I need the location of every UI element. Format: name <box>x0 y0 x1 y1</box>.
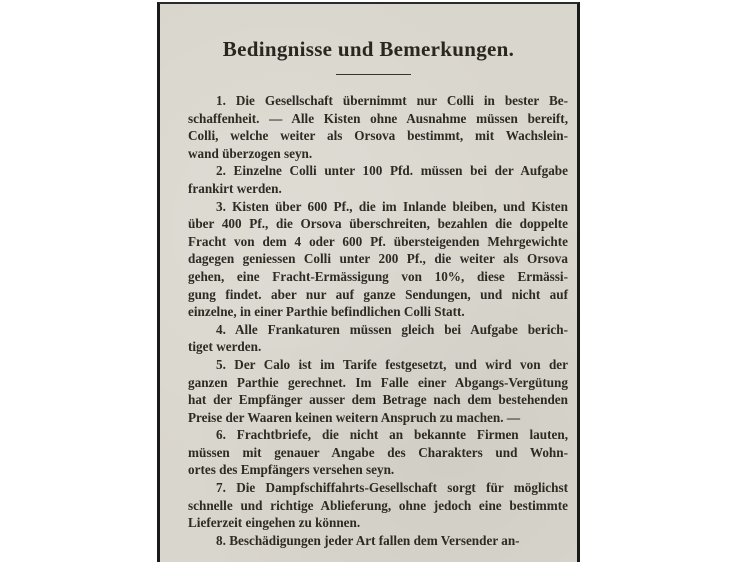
text-line: wand überzogen seyn. <box>188 145 313 161</box>
paragraph-4 <box>188 321 568 356</box>
text-line: dagegen geniessen Colli unter 200 Pf., die weiter als Orsova <box>188 251 568 267</box>
title-divider <box>336 74 411 75</box>
paragraph-5 <box>188 356 568 426</box>
text-line: 7. Die Dampfschiffahrts-Gesellschaft sorgt für möglichst <box>216 480 568 496</box>
text-line: 3. Kisten über 600 Pf., die im Inlande bleiben, und Kisten <box>216 198 568 214</box>
text-line: 1. Die Gesellschaft übernimmt nur Colli in bester Be- <box>216 93 568 108</box>
text-line: ortes des Empfängers versehen seyn. <box>188 462 395 478</box>
paragraph-3 <box>188 198 568 321</box>
text-line: frankirt werden. <box>188 180 282 196</box>
text-line: ganzen Parthie gerechnet. Im Falle einer Abgangs-Vergütung <box>188 374 568 390</box>
paragraph-8 <box>188 532 568 550</box>
document-page <box>157 2 580 562</box>
text-line: gehen, eine Fracht-Ermässigung von 10%, diese Ermässi- <box>188 268 568 284</box>
text-line: einzelne, in einer Parthie befindlichen Colli Statt. <box>188 304 465 320</box>
text-line: tiget werden. <box>188 339 262 355</box>
text-line: 4. Alle Frankaturen müssen gleich bei Aufgabe berich- <box>216 321 568 337</box>
text-line: 6. Frachtbriefe, die nicht an bekannte Firmen lauten, <box>216 427 568 443</box>
text-line: schnelle und richtige Ablieferung, ohne jedoch eine bestimmte <box>188 497 568 513</box>
paragraph-1 <box>188 92 568 162</box>
document-title: Bedingnisse und Bemerkungen. <box>222 37 515 61</box>
text-line: gung findet. aber nur auf ganze Sendungen, und nicht auf <box>188 286 568 302</box>
paragraph-7 <box>188 479 568 532</box>
text-line: schaffenheit. — Alle Kisten ohne Ausnahme müssen bereift, <box>188 110 568 126</box>
text-line: müssen mit genauer Angabe des Charakters und Wohn- <box>188 444 568 460</box>
text-line: Lieferzeit eingehen zu können. <box>188 515 361 531</box>
document-body <box>188 92 568 549</box>
text-line: über 400 Pf., die Orsova überschreiten, bezahlen die doppelte <box>188 216 568 232</box>
text-line: 5. Der Calo ist im Tarife festgesetzt, und wird von der <box>216 356 568 372</box>
text-line: Fracht von dem 4 oder 600 Pf. übersteigenden Mehrgewichte <box>188 233 568 249</box>
paragraph-2 <box>188 162 568 197</box>
text-line: 2. Einzelne Colli unter 100 Pfd. müssen bei der Aufgabe <box>216 163 568 179</box>
text-line: 8. Beschädigungen jeder Art fallen dem Versender an- <box>216 532 520 548</box>
text-line: Colli, welche weiter als Orsova bestimmt, mit Wachslein- <box>188 128 568 144</box>
paragraph-6 <box>188 426 568 479</box>
text-line: hat der Empfänger ausser dem Betrage nach dem bestehenden <box>188 392 568 408</box>
text-line: Preise der Waaren keinen weitern Anspruch zu machen. — <box>188 409 521 425</box>
